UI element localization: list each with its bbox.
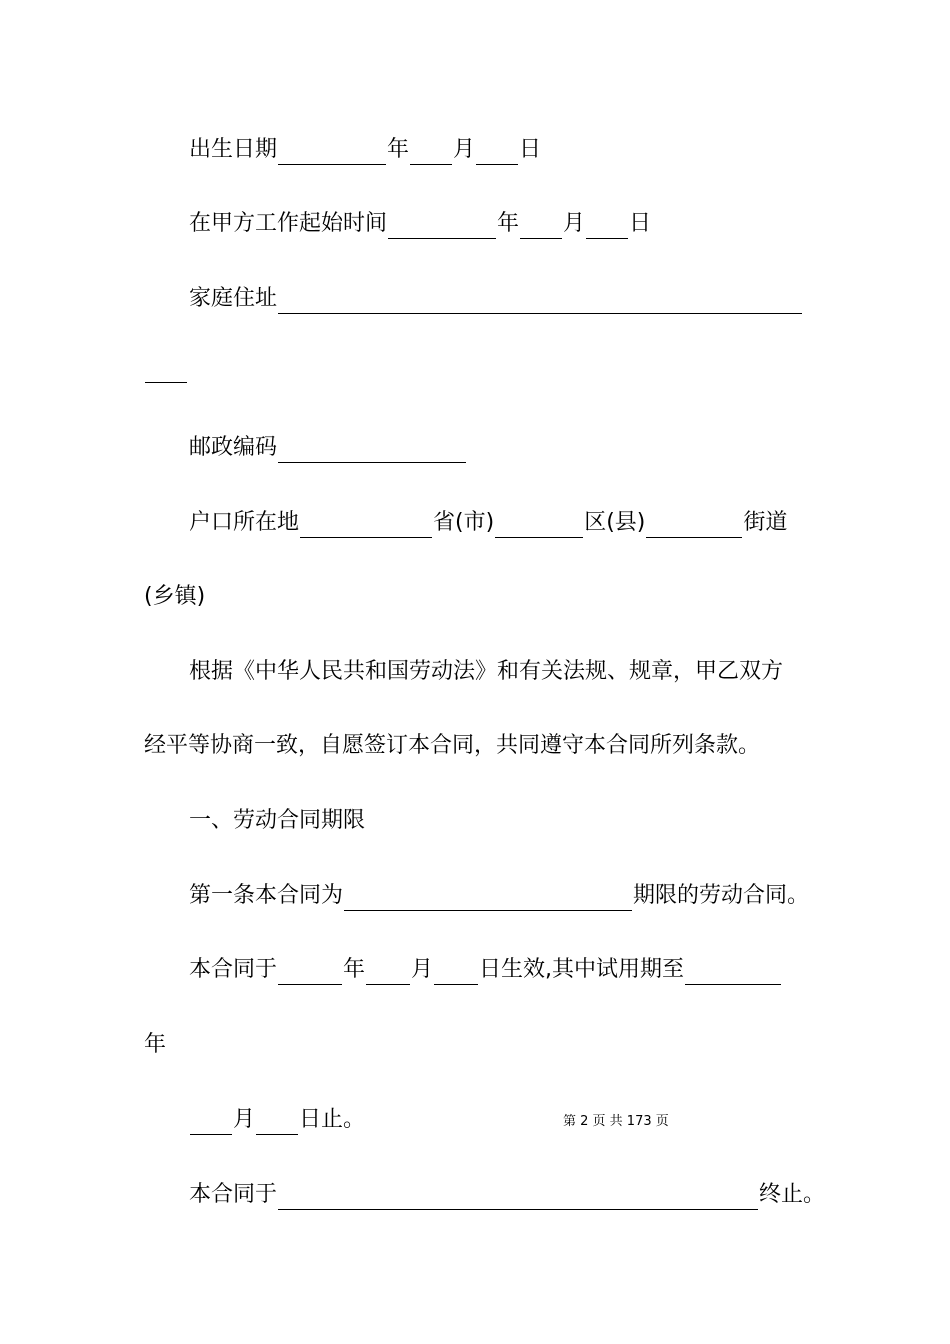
- start-date-label: 在甲方工作起始时间: [189, 211, 388, 236]
- effective-month-blank[interactable]: [366, 960, 410, 985]
- birth-month-unit: 月: [453, 137, 476, 162]
- effective-prefix: 本合同于: [189, 957, 278, 982]
- effective-day-text: 日生效,其中试用期至: [479, 957, 685, 982]
- trial-end-year-unit: 年: [144, 1032, 167, 1057]
- birth-day-unit: 日: [519, 137, 542, 162]
- hukou-line-continued: [144, 582, 205, 612]
- start-day-unit: 日: [629, 211, 652, 236]
- start-month-blank[interactable]: [520, 214, 562, 239]
- start-year-blank[interactable]: [388, 214, 496, 239]
- address-label: 家庭住址: [189, 286, 278, 311]
- contract-term-blank[interactable]: [344, 886, 632, 911]
- start-day-blank[interactable]: [586, 214, 628, 239]
- trial-end-line: [189, 1105, 365, 1135]
- postcode-label: 邮政编码: [189, 435, 278, 460]
- effective-date-line-continued: [144, 1030, 166, 1060]
- address-line-continued: [144, 358, 188, 383]
- hukou-label: 户口所在地: [189, 510, 300, 535]
- birth-date-line: [189, 135, 541, 165]
- section-heading-line: [189, 806, 365, 836]
- hukou-line: [189, 508, 787, 538]
- termination-line: [189, 1180, 825, 1210]
- postcode-blank[interactable]: [278, 438, 466, 463]
- section-heading: 一、劳动合同期限: [189, 808, 366, 833]
- hukou-street-unit: 街道: [743, 510, 788, 535]
- trial-end-month-blank[interactable]: [190, 1110, 232, 1135]
- termination-date-blank[interactable]: [278, 1185, 758, 1210]
- address-blank[interactable]: [278, 289, 802, 314]
- start-date-line: [189, 209, 651, 239]
- hukou-district-blank[interactable]: [495, 513, 583, 538]
- postcode-line: [189, 433, 467, 463]
- birth-year-blank[interactable]: [278, 140, 386, 165]
- article-1-line: [189, 881, 809, 911]
- trial-end-month-unit: 月: [233, 1107, 256, 1132]
- effective-year-unit: 年: [343, 957, 366, 982]
- article-1-prefix: 第一条本合同为: [189, 883, 344, 908]
- intro-paragraph-line-1: [189, 657, 783, 687]
- birth-month-blank[interactable]: [410, 140, 452, 165]
- birth-day-blank[interactable]: [476, 140, 518, 165]
- termination-suffix: 终止。: [759, 1182, 826, 1207]
- page-footer: 第 2 页 共 173 页: [563, 1114, 669, 1129]
- address-line: [189, 284, 803, 314]
- hukou-township-unit: (乡镇): [144, 584, 206, 609]
- intro-text-2: 经平等协商一致，自愿签订本合同，共同遵守本合同所列条款。: [144, 733, 761, 758]
- hukou-province-blank[interactable]: [300, 513, 432, 538]
- hukou-street-blank[interactable]: [646, 513, 742, 538]
- article-1-suffix: 期限的劳动合同。: [633, 883, 810, 908]
- effective-year-blank[interactable]: [278, 960, 342, 985]
- effective-day-blank[interactable]: [434, 960, 478, 985]
- intro-paragraph-line-2: [144, 731, 760, 761]
- effective-date-line: [189, 955, 782, 985]
- birth-year-unit: 年: [387, 137, 410, 162]
- intro-text-1: 根据《中华人民共和国劳动法》和有关法规、规章，甲乙双方: [189, 659, 784, 684]
- trial-end-year-blank[interactable]: [685, 960, 781, 985]
- hukou-district-unit: 区(县): [584, 510, 646, 535]
- trial-end-day-text: 日止。: [299, 1107, 366, 1132]
- address-blank-continued[interactable]: [145, 358, 187, 383]
- start-month-unit: 月: [563, 211, 586, 236]
- birth-date-label: 出生日期: [189, 137, 278, 162]
- termination-prefix: 本合同于: [189, 1182, 278, 1207]
- trial-end-day-blank[interactable]: [256, 1110, 298, 1135]
- start-year-unit: 年: [497, 211, 520, 236]
- effective-month-unit: 月: [411, 957, 434, 982]
- hukou-province-unit: 省(市): [433, 510, 495, 535]
